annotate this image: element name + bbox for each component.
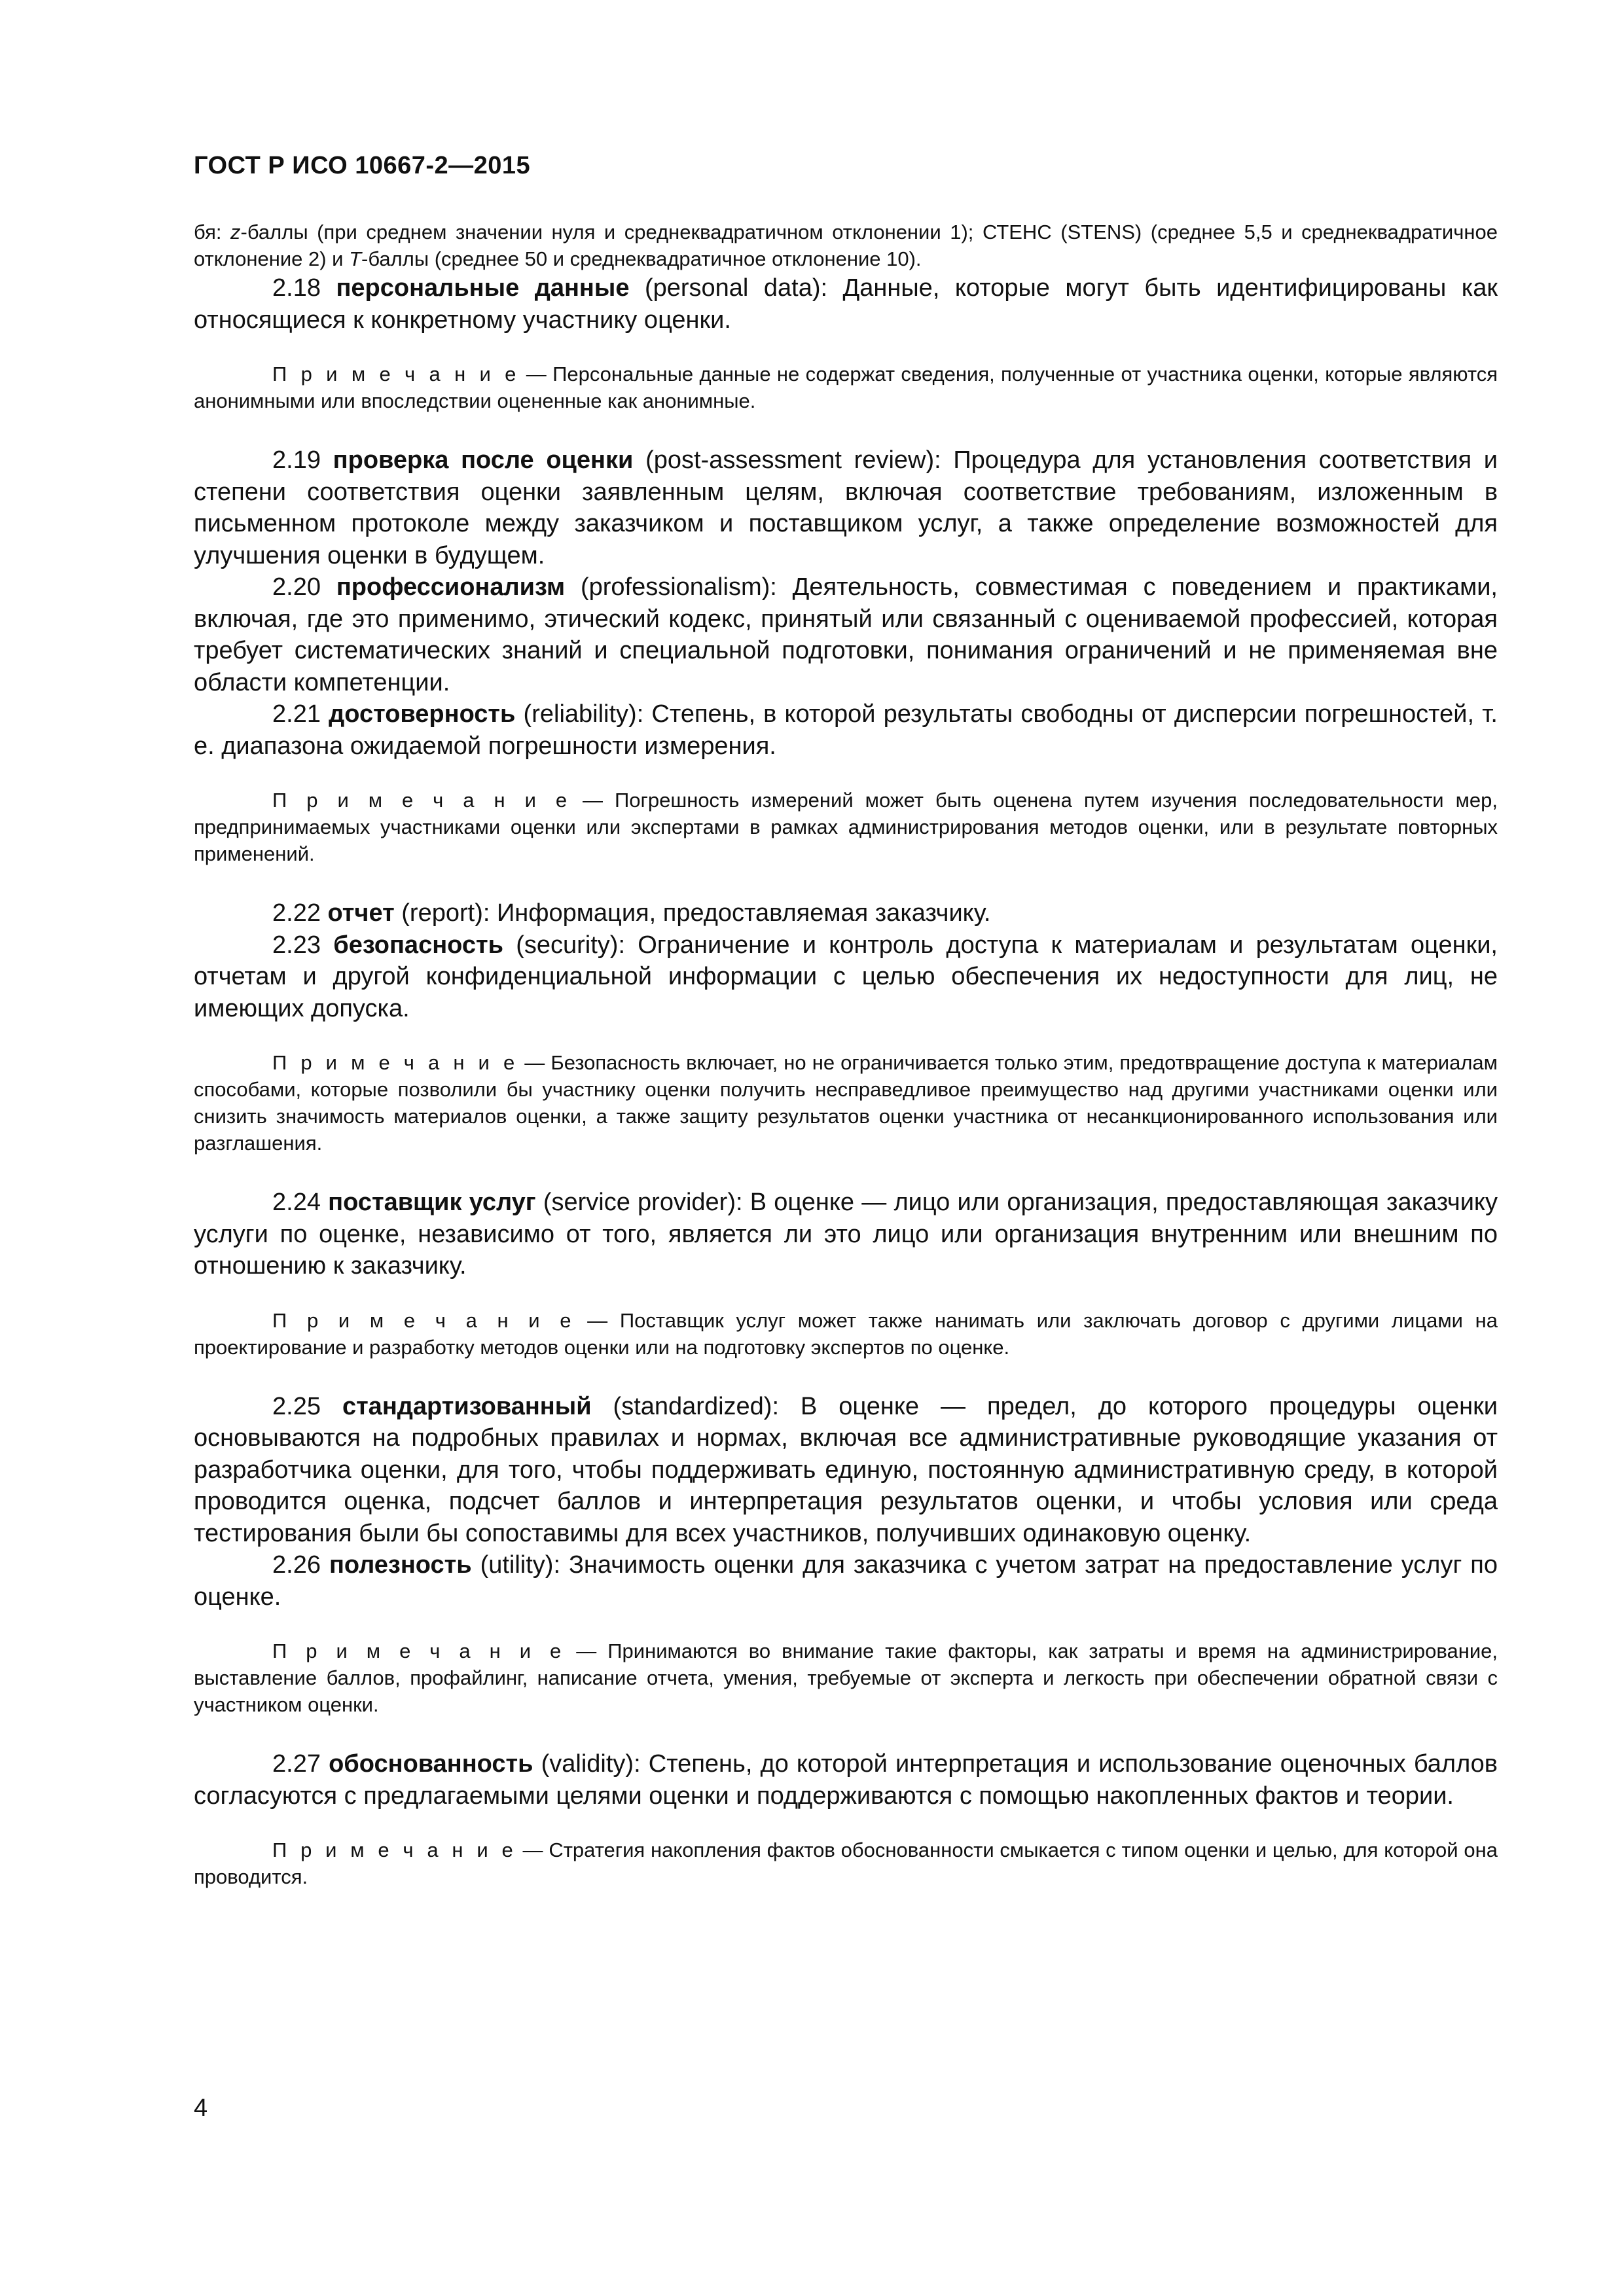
definition-term: поставщик услуг: [328, 1189, 536, 1216]
intro-z: z: [230, 221, 241, 243]
note-dash: —: [571, 789, 615, 812]
definition-text: (report): Информация, предоставляемая заказчику.: [394, 899, 991, 927]
definition-number: 2.19: [272, 446, 333, 474]
definition-term: полезность: [329, 1551, 472, 1579]
note-label: П р и м е ч а н и е: [272, 363, 520, 386]
definition-2-18: [194, 272, 1498, 336]
definition-text: (professionalism): Деятельность, совместимая с поведением и практиками, включая, где это применимо, этический кодекс, принятый или связанный с оцениваемой профессией, которая требует систематических знаний и специальной подготовки, понимания ограничений и не применяемая вне области компетенции.: [194, 573, 1498, 696]
intro-paragraph: [194, 219, 1498, 272]
note-label: П р и м е ч а н и е: [272, 789, 571, 812]
definition-number: 2.27: [272, 1750, 329, 1778]
note-label: П р и м е ч а н и е: [272, 1051, 519, 1074]
note-label: П р и м е ч а н и е: [272, 1308, 575, 1332]
intro-text-1: бя:: [194, 221, 231, 243]
definition-2-19: [194, 444, 1498, 571]
note-dash: —: [575, 1308, 620, 1332]
note-text: Погрешность измерений может быть оценена путем изучения последовательности мер, предпринимаемых участниками оценки или экспертами в рамках администрирования методов оценки, или в результате повторных применений.: [194, 789, 1498, 865]
note-dash: —: [516, 1839, 549, 1861]
definition-text: (reliability): Степень, в которой результаты свободны от дисперсии погрешностей, т. е. диапазона ожидаемой погрешности измерения.: [194, 700, 1498, 760]
note-2-24: [194, 1307, 1498, 1361]
definition-term: стандартизованный: [342, 1392, 592, 1420]
intro-t: T: [349, 247, 362, 270]
definition-text: (utility): Значимость оценки для заказчика с учетом затрат на предоставление услуг по оценке.: [194, 1551, 1498, 1611]
note-2-27: [194, 1837, 1498, 1890]
note-text: Поставщик услуг может также нанимать или заключать договор с другими лицами на проектирование и разработку методов оценки или на подготовку экспертов по оценке.: [194, 1308, 1498, 1359]
definition-text: (post-assessment review): Процедура для установления соответствия и степени соответствия оценки заявленным целям, включая соответствие требованиям, изложенным в письменном протоколе между заказчиком и поставщиком услуг, а также определение возможностей для улучшения оценки в будущем.: [194, 446, 1498, 569]
definition-2-23: [194, 929, 1498, 1025]
note-dash: —: [518, 1051, 551, 1074]
definition-2-20: [194, 571, 1498, 698]
note-2-26: [194, 1638, 1498, 1718]
definition-term: безопасность: [333, 931, 503, 959]
definition-2-22: [194, 897, 1498, 929]
note-text: Стратегия накопления фактов обоснованности смыкается с типом оценки и целью, для которой она проводится.: [194, 1839, 1498, 1888]
definition-number: 2.22: [272, 899, 328, 927]
definition-term: персональные данные: [336, 274, 630, 302]
page-number: 4: [194, 2094, 208, 2122]
note-text: Персональные данные не содержат сведения, полученные от участника оценки, которые являются анонимными или впоследствии оцененные как анонимные.: [194, 363, 1498, 412]
note-text: Принимаются во внимание такие факторы, как затраты и время на администрирование, выставление баллов, профайлинг, написание отчета, умения, требуемые от эксперта и легкость при обеспечении обратной связи с участником оценки.: [194, 1640, 1498, 1716]
definition-text: (service provider): В оценке — лицо или организация, предоставляющая заказчику услуги по оценке, независимо от того, является ли это лицо или организация внутренним или внешним по отношению к заказчику.: [194, 1189, 1498, 1280]
definition-text: (personal data): Данные, которые могут быть идентифицированы как относящиеся к конкретному участнику оценки.: [194, 274, 1498, 334]
intro-text-2: -баллы (при среднем значении нуля и среднеквадратичном отклонении 1); СТЕНС (STENS) (среднее 5,5 и среднеквадратичное отклонение 2) и: [194, 221, 1498, 270]
note-label: П р и м е ч а н и е: [272, 1640, 566, 1662]
definition-number: 2.20: [272, 573, 336, 601]
intro-text-3: -баллы (среднее 50 и среднеквадратичное отклонение 10).: [361, 247, 922, 270]
definition-2-24: [194, 1187, 1498, 1282]
definition-number: 2.25: [272, 1392, 342, 1420]
definition-term: профессионализм: [336, 573, 566, 601]
note-2-21: [194, 787, 1498, 867]
definition-term: достоверность: [329, 700, 516, 728]
definition-2-25: [194, 1391, 1498, 1550]
document-body: [194, 219, 1498, 1890]
definition-text: (security): Ограничение и контроль доступа к материалам и результатам оценки, отчетам и другой конфиденциальной информации с целью обеспечения их недоступности для лиц, не имеющих допуска.: [194, 931, 1498, 1022]
definition-number: 2.21: [272, 700, 329, 728]
definition-term: отчет: [327, 899, 395, 927]
definition-text: (standardized): В оценке — предел, до которого процедуры оценки основываются на подробных правилах и нормах, включая все административные руководящие указания от разработчика оценки, для того, чтобы поддерживать единую, постоянную административную среду, в которой проводится оценка, подсчет баллов и интерпретация результатов оценки, и чтобы условия или среда тестирования были бы сопоставимы для всех участников, получивших одинаковую оценку.: [194, 1392, 1498, 1547]
note-dash: —: [520, 363, 553, 386]
definition-number: 2.18: [272, 274, 336, 302]
definition-2-21: [194, 698, 1498, 762]
definition-number: 2.23: [272, 931, 334, 959]
note-text: Безопасность включает, но не ограничивается только этим, предотвращение доступа к материалам способами, которые позволили бы участнику оценки получить несправедливое преимущество над другими участниками оценки или снизить значимость материалов оценки, а также защиту результатов оценки участника от несанкционированного использования или разглашения.: [194, 1051, 1498, 1155]
definition-number: 2.26: [272, 1551, 329, 1579]
note-2-23: [194, 1049, 1498, 1157]
definition-2-26: [194, 1549, 1498, 1613]
note-label: П р и м е ч а н и е: [272, 1839, 517, 1861]
definition-term: обоснованность: [329, 1750, 533, 1778]
note-2-18: [194, 361, 1498, 414]
note-dash: —: [565, 1640, 608, 1662]
definition-text: (validity): Степень, до которой интерпретация и использование оценочных баллов согласуются с предлагаемыми целями оценки и поддерживаются с помощью накопленных фактов и теории.: [194, 1750, 1498, 1810]
definition-2-27: [194, 1748, 1498, 1812]
definition-term: проверка после оценки: [333, 446, 634, 474]
document-header: ГОСТ Р ИСО 10667-2—2015: [194, 152, 531, 179]
definition-number: 2.24: [272, 1189, 329, 1216]
